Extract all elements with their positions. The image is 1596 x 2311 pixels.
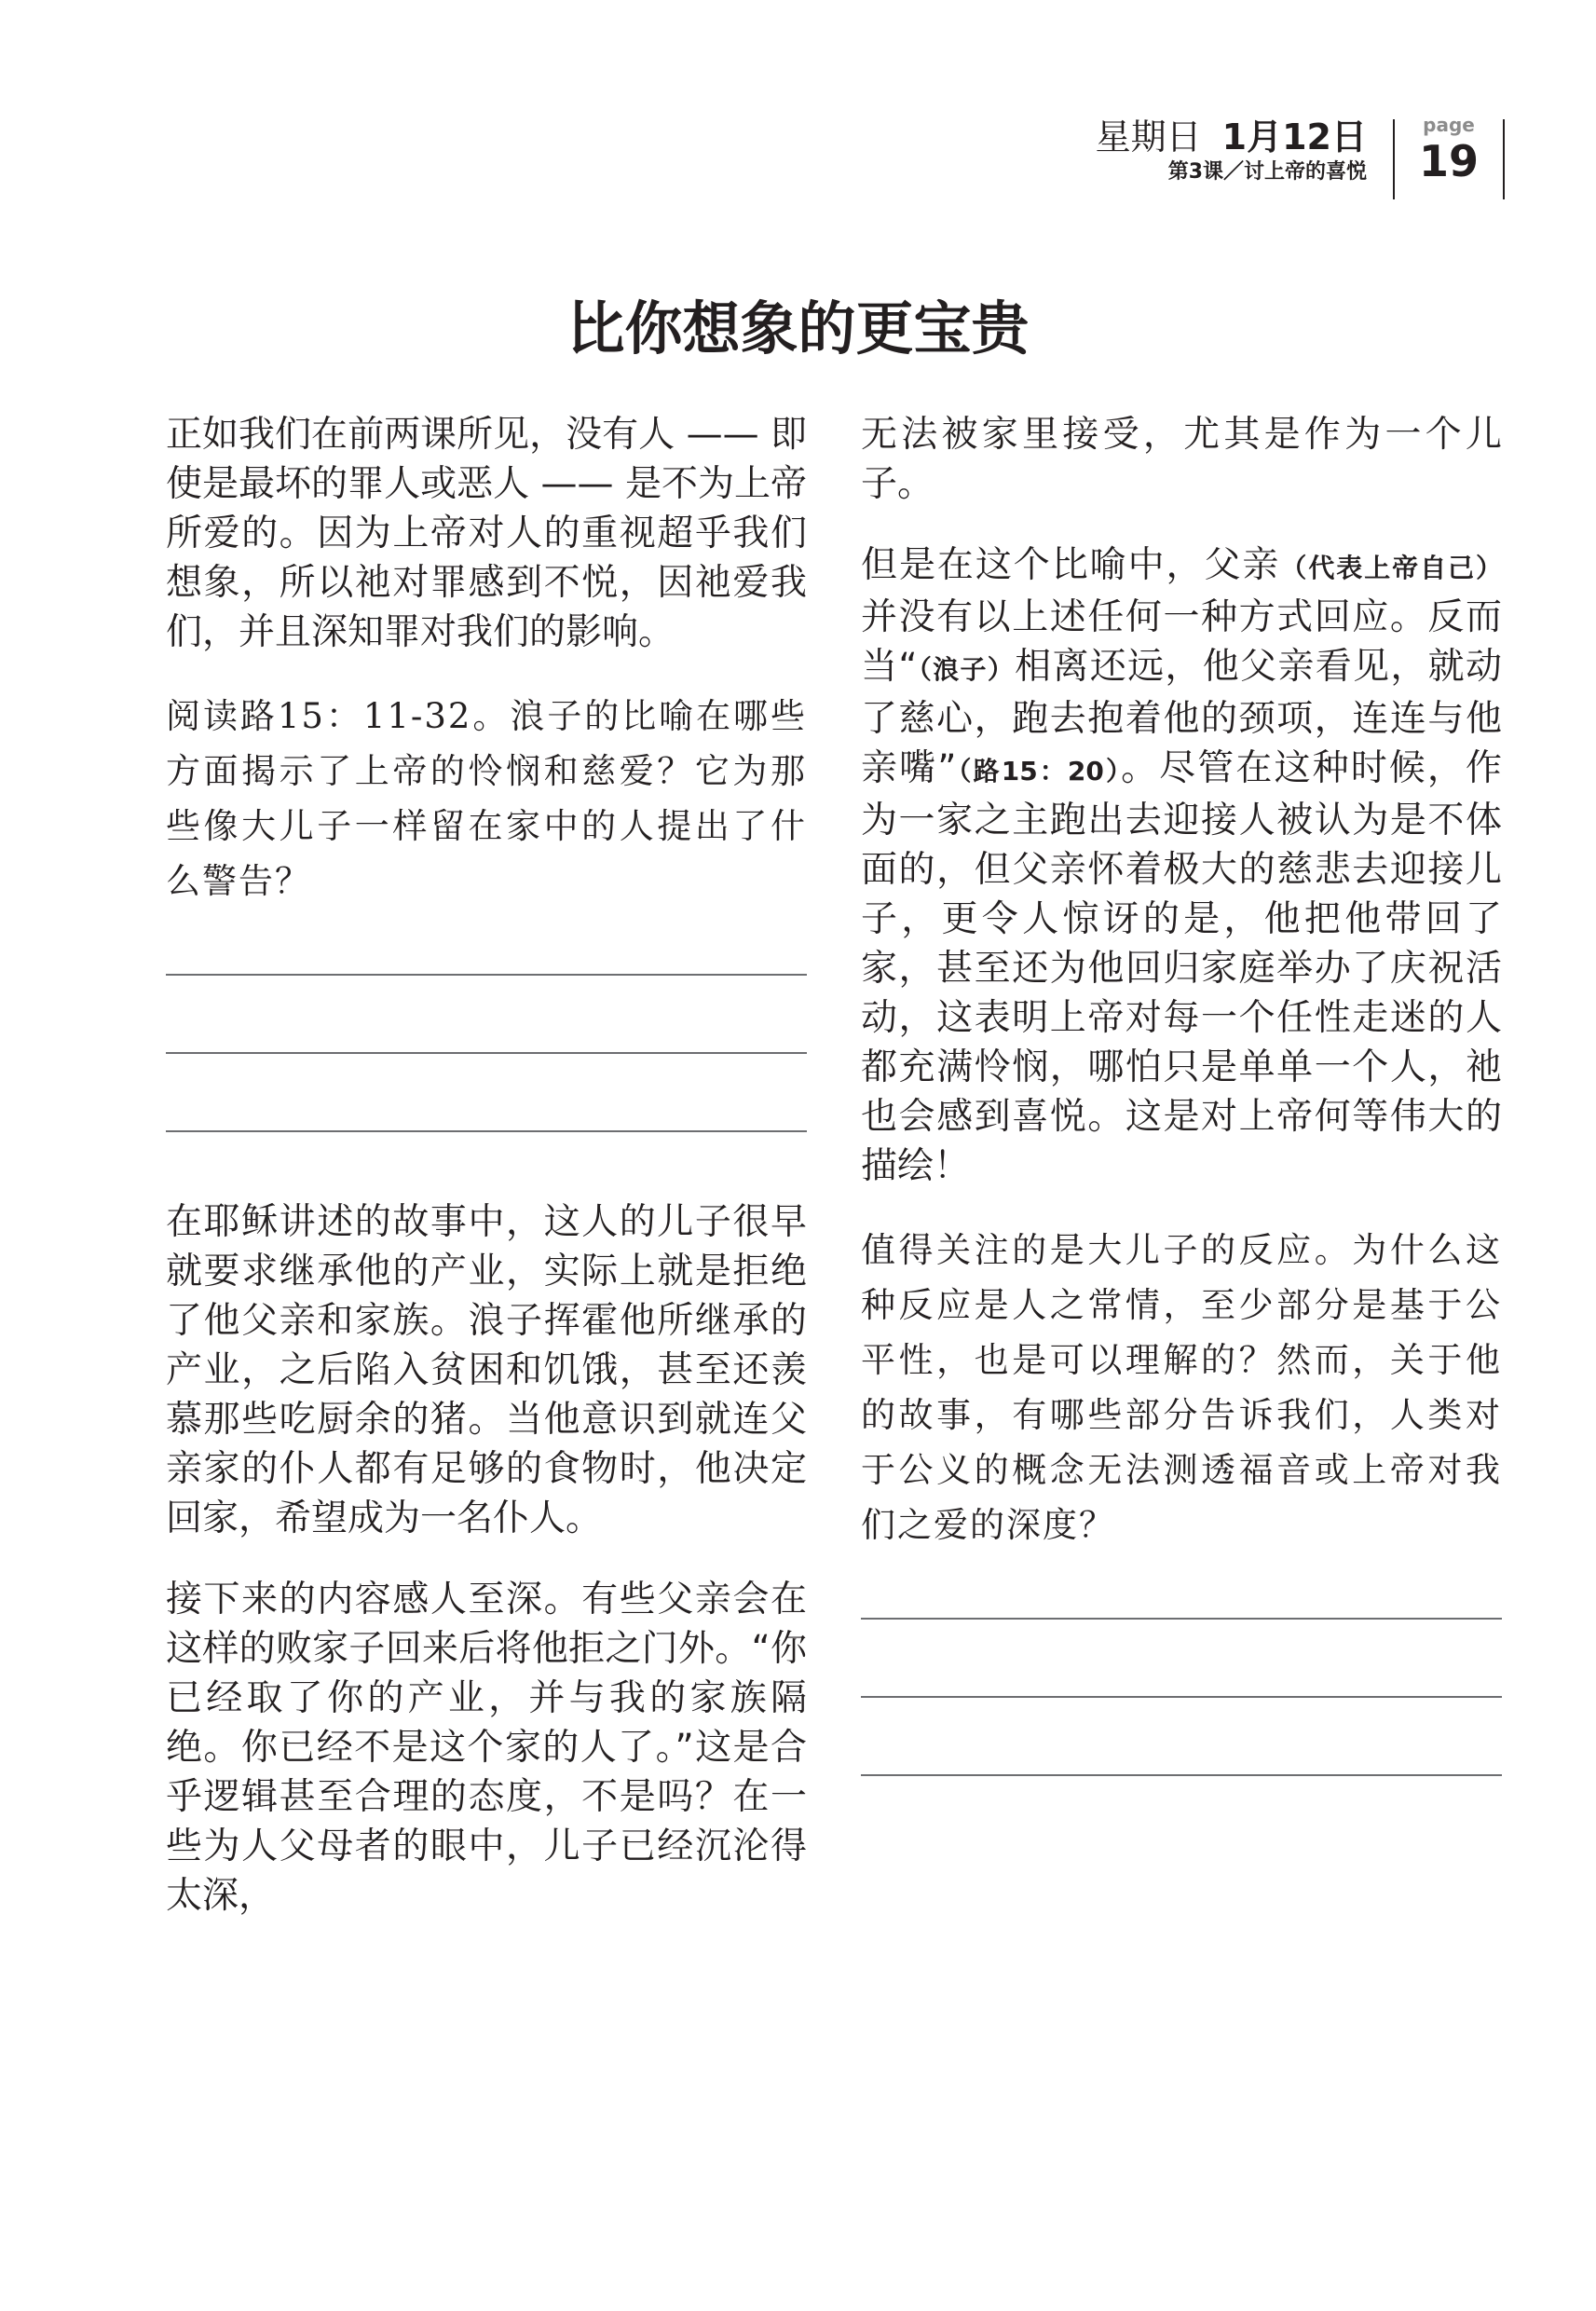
- date: 1月12日: [1221, 116, 1367, 157]
- page-title: 比你想象的更宝贵: [566, 294, 1030, 362]
- answer-lines-1: [166, 974, 807, 1132]
- study-question-2: 值得关注的是大儿子的反应。为什么这种反应是人之常情，至少部分是基于公平性，也是可以理解的？然而，关于他的故事，有哪些部分告诉我们，人类对于公义的概念无法测透福音或上帝对我们之爱的深度？: [861, 1230, 1502, 1545]
- paragraph-continued: 无法被家里接受，尤其是作为一个儿子。: [861, 414, 1502, 505]
- page-label: page: [1423, 114, 1475, 136]
- study-question-1: 阅读路15：11-32。浪子的比喻在哪些方面揭示了上帝的怜悯和慈爱？它为那些像大儿子一样留在家中的人提出了什么警告？: [166, 696, 807, 901]
- paragraph-story: 在耶稣讲述的故事中，这人的儿子很早就要求继承他的产业，实际上就是拒绝了他父亲和家族。浪子挥霍他所继承的产业，之后陷入贫困和饥饿，甚至还羡慕那些吃厨余的猪。当他意识到就连父亲家的仆人都有足够的食物时，他决定回家，希望成为一名仆人。: [166, 1201, 807, 1539]
- page-header: [1095, 114, 1505, 199]
- parable-text-a: 但是在这个比喻中，父亲: [861, 544, 1281, 586]
- answer-line[interactable]: [166, 1130, 807, 1132]
- page-number-block: [1395, 114, 1505, 199]
- weekday: 星期日: [1095, 116, 1202, 157]
- answer-line[interactable]: [861, 1618, 1502, 1620]
- parable-text-c: 相离还远，他父亲看见，就动了慈心，跑去抱着他的颈项，连连与他亲嘴”: [861, 646, 1502, 789]
- paragraph-father: 接下来的内容感人至深。有些父亲会在这样的败家子回来后将他拒之门外。“你已经取了你的产业，并与我的家族隔绝。你已经不是这个家的人了。”这是合乎逻辑甚至合理的态度，不是吗？在一些为人父母者的眼中，儿子已经沉沦得太深，: [166, 1579, 807, 1917]
- answer-lines-2: [861, 1618, 1502, 1776]
- parable-note-son: （浪子）: [917, 654, 1016, 685]
- right-column: [861, 410, 1502, 1841]
- parable-text-b: 并没有以上述任何一种方式回应。反而当“: [861, 596, 1502, 688]
- answer-line[interactable]: [166, 974, 807, 976]
- parable-note-god: （代表上帝自己）: [1280, 553, 1502, 583]
- page-number: 19: [1418, 136, 1479, 186]
- parable-text-d: 。尽管在这种时候，作为一家之主跑出去迎接人被认为是不体面的，但父亲怀着极大的慈悲去迎接儿子，更令人惊讶的是，他把他带回了家，甚至还为他回归家庭举办了庆祝活动，这表明上帝对每一个任性走迷的人都充满怜悯，哪怕只是单单一个人，祂也会感到喜悦。这是对上帝何等伟大的描绘！: [861, 747, 1502, 1187]
- answer-line[interactable]: [861, 1774, 1502, 1776]
- scripture-reference: （路15：20）: [956, 756, 1122, 786]
- paragraph-intro: 正如我们在前两课所见，没有人 —— 即使是最坏的罪人或恶人 —— 是不为上帝所爱的。因为上帝对人的重视超乎我们想象，所以祂对罪感到不悦，因祂爱我们，并且深知罪对我们的影响。: [166, 414, 807, 653]
- header-date-line: [1095, 116, 1367, 157]
- lesson-title: 第3课／讨上帝的喜悦: [1167, 160, 1367, 184]
- answer-line[interactable]: [166, 1052, 807, 1054]
- left-column: [166, 410, 807, 1952]
- answer-line[interactable]: [861, 1696, 1502, 1698]
- header-date-block: [1095, 116, 1395, 199]
- paragraph-parable: [861, 540, 1502, 1191]
